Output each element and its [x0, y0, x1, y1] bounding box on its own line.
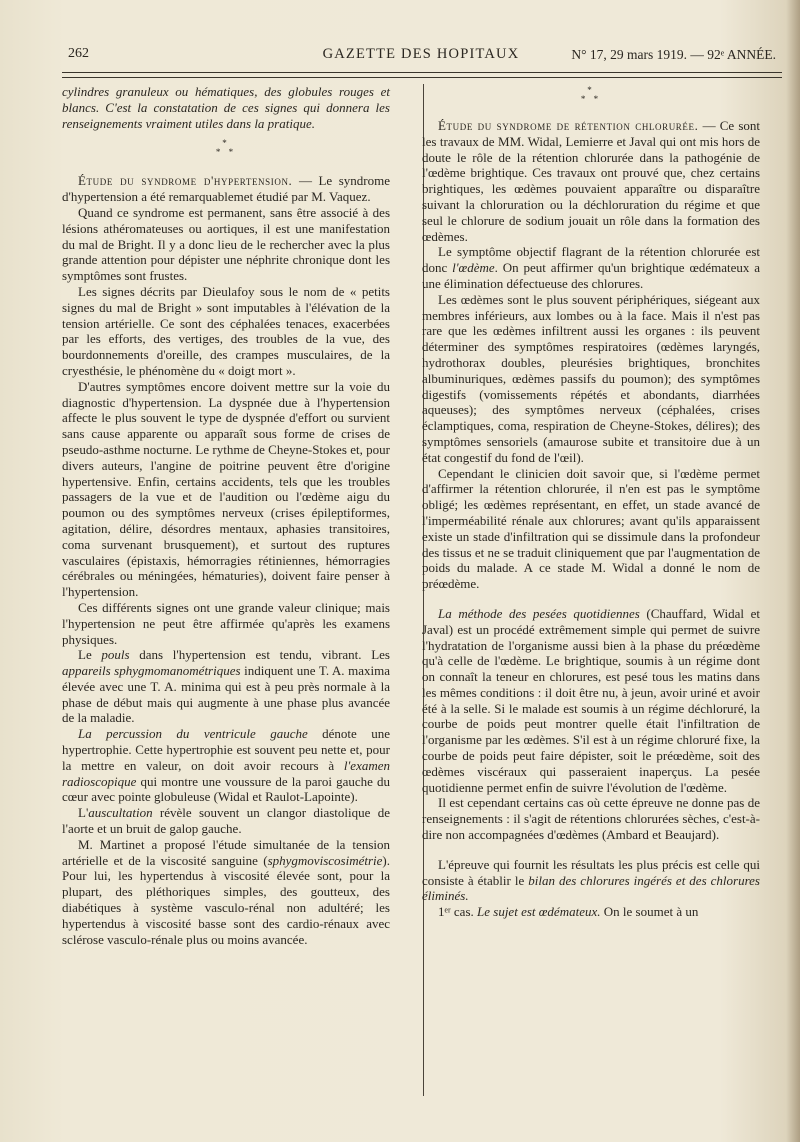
page-edge-shadow — [786, 0, 800, 1142]
journal-title: GAZETTE DES HOPITAUX — [322, 46, 520, 62]
paragraph: La méthode des pesées quotidiennes (Chauffard, Widal et Javal) est un procédé extrêmement simple qui permet de suivre l'hydratation de l'organisme aussi bien à la phase du préœdème qu'à celle de l'œdème. Le brightique, soumis à un régime dont on connaît la teneur en chlorures, est pesé tous les matins dans les mêmes conditions : il doit être nu, à jeun, avoir uriné et avoir été à la selle. Si le malade est soumis à un régime déchloruré, la courbe de poids peut montrer quelle était l'infiltration de l'organisme par les œdèmes. S'il est à un régime chloruré fixe, la courbe de poids peut faire dépister, soit le préœdème, soit des œdèmes viscéraux qui passeraient inaperçus. La pesée quotidienne permet enfin de suivre l'évolution de l'œdème. — [422, 605, 760, 795]
issue-info: N° 17, 29 mars 1919. — 92ᵉ ANNÉE. — [571, 47, 776, 62]
paragraph: L'auscultation révèle souvent un clangor diastolique de l'aorte et un bruit de galop gauche. — [62, 805, 390, 837]
paragraph: Les signes décrits par Dieulafoy sous le nom de « petits signes du mal de Bright » sont imputables à l'élévation de la tension artérielle. Ce sont des céphalées tenaces, exacerbées par les efforts, des vertiges, des troubles de la vue, des bourdonnements d'oreille, des crampes musculaires, de la cryesthésie, le phénomène du « doigt mort ». — [62, 283, 390, 378]
paragraph: Le symptôme objectif flagrant de la rétention chlorurée est donc l'œdème. On peut affirmer qu'un brightique œdémateux a une élimination défectueuse des chlorures. — [422, 244, 760, 291]
intro-paragraph: cylindres granuleux ou hématiques, des globules rouges et blancs. C'est la constatation de ces signes qui donnera les renseignements vraiment utiles dans la pratique. — [62, 84, 390, 131]
paragraph: Il est cependant certains cas où cette épreuve ne donne pas de renseignements : il s'agit de rétentions chlorurées sèches, c'est-à-dire non accompagnées d'œdèmes (Ambard et Beaujard). — [422, 795, 760, 843]
section-retention-paragraph: Étude du syndrome de rétention chlorurée. — Ce sont les travaux de MM. Widal, Lemierre et Javal qui ont mis hors de doute le rôle de la rétention chlorurée dans la pathogénie de l'œdème brightique. Ces travaux ont prouvé que, chez certains brightiques, les œdèmes pouvaient apparaître ou disparaître suivant la chloruration ou la déchloruration du régime et que seul le chlorure de sodium jouait un rôle dans la formation des œdèmes. — [422, 118, 760, 244]
page-number: 262 — [68, 46, 89, 61]
paragraph: La percussion du ventricule gauche dénote une hypertrophie. Cette hypertrophie est souvent peu nette et, pour la mettre en valeur, on doit avoir recours à l'examen radioscopique qui montre une voussure de la paroi gauche du cœur avec pointe globuleuse (Widal et Raulot-Lapointe). — [62, 726, 390, 805]
header-rule — [62, 72, 782, 73]
paragraph: Cependant le clinicien doit savoir que, si l'œdème permet d'affirmer la rétention chlorurée, il n'en est pas le symptôme obligé; les œdèmes représentant, en effet, un stade avancé de l'imperméabilité rénale aux chlorures; avant qu'ils apparaissent existe un stade d'infiltration qui se dissimule dans la profondeur des tissus et ne se traduit cliniquement que par l'augmentation de poids du malade. A ce stade M. Widal a donné le nom de préœdème. — [422, 465, 760, 592]
running-header — [62, 44, 780, 68]
header-rule-thin — [62, 77, 782, 78]
section-heading-hypertension: Étude du syndrome d'hypertension. — [78, 173, 293, 189]
paragraph: M. Martinet a proposé l'étude simultanée de la tension artérielle et de la viscosité sanguine (sphygmoviscosimétrie). Pour lui, les hypertendus à viscosité élevée sont, pour la plupart, des pléthoriques simples, des goutteux, des diabétiques à système vasculo-rénal non adultéré; les hypertendus à viscosité basse sont des cardio-rénaux avec sclérose vasculo-rénale plus ou moins avancée. — [62, 836, 390, 947]
left-column — [62, 84, 390, 947]
paragraph: D'autres symptômes encore doivent mettre sur la voie du diagnostic d'hypertension. La dyspnée due à l'hypertension affecte le plus souvent le type de dyspnée d'effort ou survient sans cause apparente ou apparaît sous forme de crises de pseudo-asthme nocturne. Le rythme de Cheyne-Stokes et, pour divers auteurs, l'angine de poitrine peuvent être d'origine hypertensive. Enfin, certains accidents, tels que les troubles passagers de la vue et de l'audition ou l'œdème aigu du poumon ou des symptômes nerveux (crises épileptiformes, agitation, délire, désordres mentaux, aphasies transitoires, coma survenant brusquement), et surtout des ruptures vasculaires (épistaxis, hémorragies rétiniennes, hémorragies cérébrales ou méningées, hématuries), doivent faire penser à l'hypertension. — [62, 378, 390, 600]
section-separator: * * * — [580, 85, 602, 104]
paragraph: L'épreuve qui fournit les résultats les plus précis est celle qui consiste à établir le bilan des chlorures ingérés et des chlorures éliminés. — [422, 856, 760, 904]
paragraph: Les œdèmes sont le plus souvent périphériques, siégeant aux membres inférieurs, aux lombes ou à la face. Mais il n'est pas rare que les œdèmes infiltrent aussi les organes : ils peuvent déterminer des symptômes respiratoires (œdèmes laryngés, hydrothorax doubles, pleurésies brightiques, bronchites albuminuriques, œdèmes passifs du poumon); des symptômes digestifs (vomissements répétés et abondants, diarrhées aqueuses); des symptômes nerveux (céphalées, crises éclamptiques, coma, respiration de Cheyne-Stokes, délires); des symptômes sensoriels (amaurose subite et transitoire due à un état congestif du fond de l'œil). — [422, 291, 760, 465]
paragraph: Le pouls dans l'hypertension est tendu, vibrant. Les appareils sphygmomanométriques indiquent une T. A. maxima élevée avec une T. A. minima qui est à peu près normale à la phase de début mais qui augmente à une phase plus avancée de la maladie. — [62, 647, 390, 726]
right-column — [422, 84, 760, 920]
paragraph: Quand ce syndrome est permanent, sans être associé à des lésions athéromateuses ou aortiques, il est une manifestation du mal de Bright. Il y a donc lieu de le rechercher avec la plus grande attention pour dépister une néphrite chronique dont les symptômes sont frustes. — [62, 204, 390, 284]
paragraph: Ces différents signes ont une grande valeur clinique; mais l'hypertension ne peut être affirmée qu'après les examens physiques. — [62, 599, 390, 647]
section-separator: * * * — [215, 138, 237, 158]
paragraph: 1ᵉʳ cas. Le sujet est œdémateux. On le soumet à un — [438, 904, 699, 920]
section-hypertension-paragraph: Étude du syndrome d'hypertension. — Le syndrome d'hypertension a été remarquablemet étudié par M. Vaquez. — [62, 173, 390, 205]
section-heading-retention: Étude du syndrome de rétention chlorurée. — [438, 118, 699, 133]
